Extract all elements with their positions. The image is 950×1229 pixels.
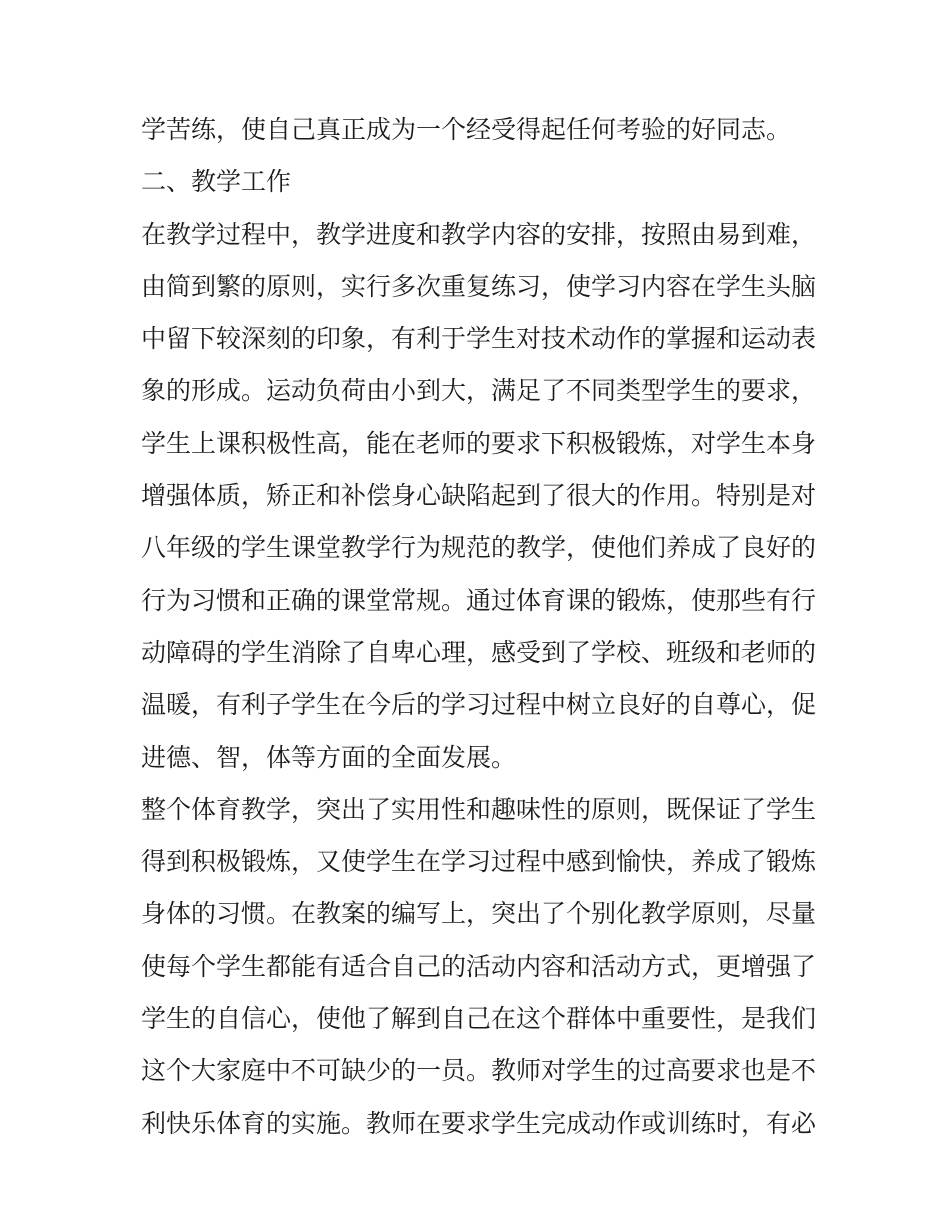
text-line: 由简到繁的原则，实行多次重复练习，使学习内容在学生头脑	[141, 271, 817, 301]
text-line: 学苦练，使自己真正成为一个经受得起任何考验的好同志。	[141, 115, 792, 144]
text-line: 使每个学生都能有适合自己的活动内容和活动方式，更增强了	[141, 951, 817, 981]
text-line: 整个体育教学，突出了实用性和趣味性的原则，既保证了学生	[141, 794, 817, 824]
text-line: 象的形成。运动负荷由小到大，满足了不同类型学生的要求，	[141, 376, 817, 406]
text-line: 学生上课积极性高，能在老师的要求下积极锻炼，对学生本身	[141, 428, 817, 458]
text-line: 利快乐体育的实施。教师在要求学生完成动作或训练时，有必	[141, 1108, 817, 1138]
text-line: 得到积极锻炼，又使学生在学习过程中感到愉快，养成了锻炼	[141, 847, 817, 877]
text-line: 八年级的学生课堂教学行为规范的教学，使他们养成了良好的	[141, 533, 817, 563]
text-line: 动障碍的学生消除了自卑心理，感受到了学校、班级和老师的	[141, 637, 817, 667]
text-line: 身体的习惯。在教案的编写上，突出了个别化教学原则，尽量	[141, 899, 817, 929]
text-line: 温暖，有利子学生在今后的学习过程中树立良好的自尊心，促	[141, 690, 817, 720]
text-line: 学生的自信心，使他了解到自己在这个群体中重要性，是我们	[141, 1004, 817, 1034]
section-heading: 二、教学工作	[141, 167, 292, 197]
text-line: 这个大家庭中不可缺少的一员。教师对学生的过高要求也是不	[141, 1056, 817, 1086]
text-line: 行为习惯和正确的课堂常规。通过体育课的锻炼，使那些有行	[141, 585, 817, 615]
text-line: 增强体质，矫正和补偿身心缺陷起到了很大的作用。特别是对	[141, 481, 817, 511]
text-line: 在教学过程中，教学进度和教学内容的安排，按照由易到难，	[141, 219, 817, 249]
body-text	[141, 104, 821, 1150]
text-line: 中留下较深刻的印象，有利于学生对技术动作的掌握和运动表	[141, 324, 817, 354]
text-line: 进德、智，体等方面的全面发展。	[141, 742, 517, 772]
